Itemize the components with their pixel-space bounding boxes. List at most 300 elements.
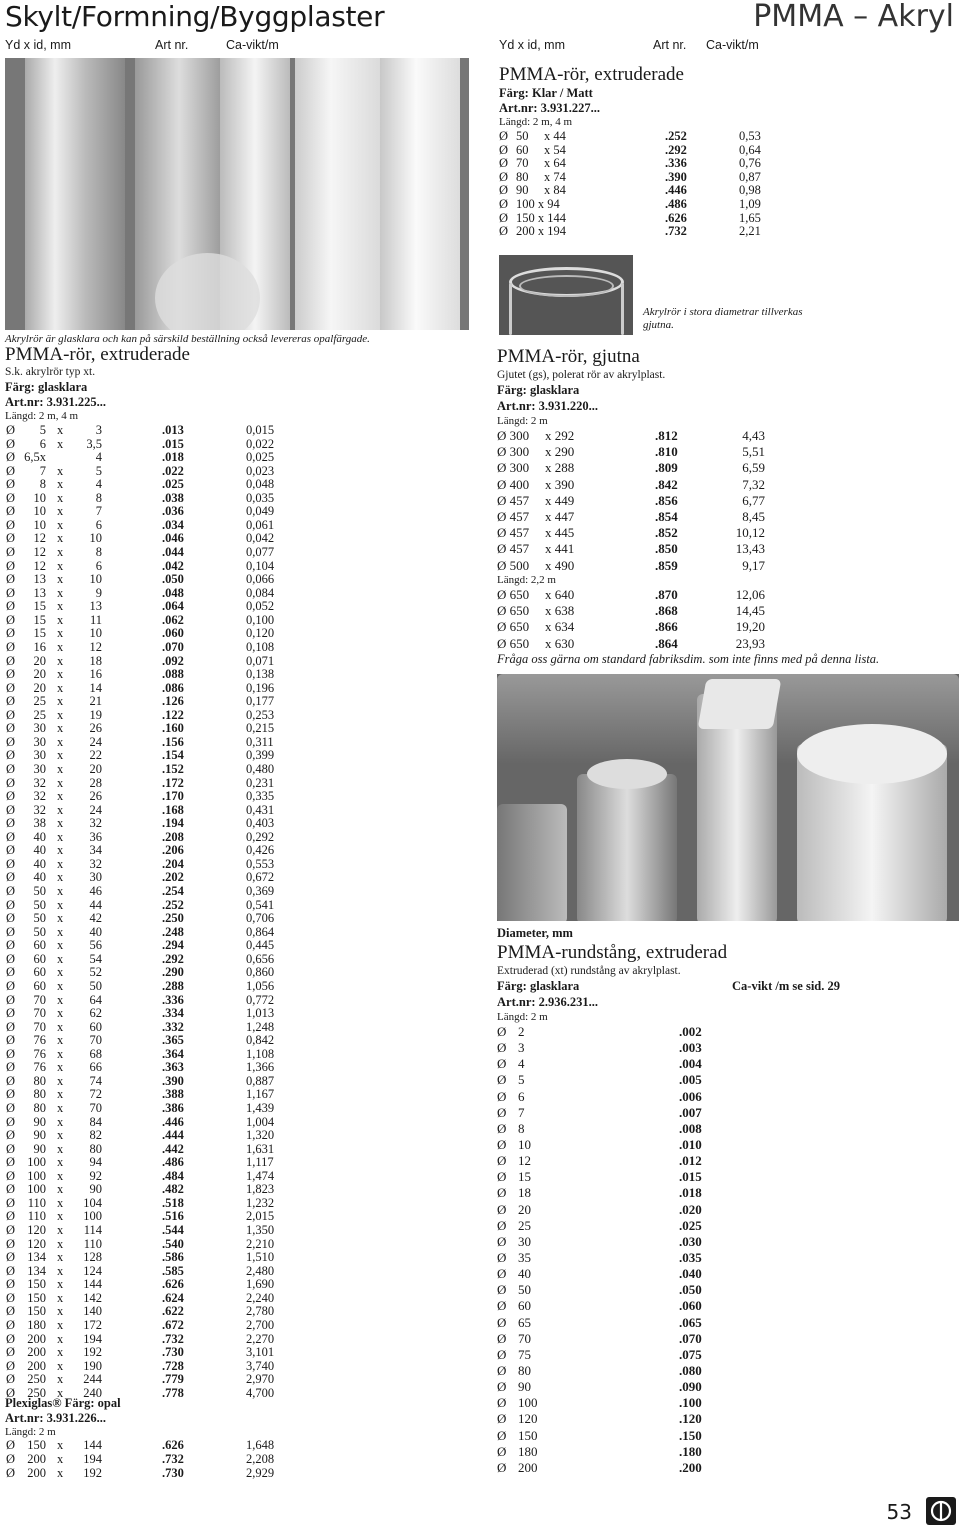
article-number: .022 xyxy=(162,463,184,478)
weight-per-meter: 2,21 xyxy=(739,224,761,239)
rod-diameter: 80 xyxy=(518,1362,531,1378)
outer-diameter: 76 xyxy=(33,1060,46,1075)
inner-diameter: 62 xyxy=(89,1006,102,1021)
article-number: .025 xyxy=(679,1217,702,1233)
weight-per-meter: 1,117 xyxy=(246,1155,274,1170)
article-number: .038 xyxy=(162,490,184,505)
diameter-symbol: Ø xyxy=(6,1466,16,1480)
article-number: .336 xyxy=(665,156,687,171)
outer-diameter: 76 xyxy=(33,1033,46,1048)
diameter-symbol: Ø xyxy=(6,1452,16,1466)
table-row xyxy=(6,1129,286,1143)
article-number: .626 xyxy=(162,1277,184,1292)
article-number: .126 xyxy=(162,694,184,709)
diameter-symbol: Ø xyxy=(6,450,16,465)
outer-diameter: 12 xyxy=(33,558,46,573)
diameter-symbol: Ø xyxy=(497,1088,507,1104)
table-row xyxy=(6,1278,286,1292)
times-sign: x xyxy=(57,545,64,560)
table-row xyxy=(497,1024,737,1040)
diameter-symbol: Ø xyxy=(499,156,509,171)
inner-diameter: 10 xyxy=(89,572,102,587)
section-title: PMMA – Akryl xyxy=(753,0,954,34)
outer-diameter: 12 xyxy=(33,545,46,560)
rods-photo xyxy=(497,674,959,921)
diameter-symbol: Ø xyxy=(6,517,16,532)
inner-diameter: 4 xyxy=(95,450,102,465)
rod-diameter: 20 xyxy=(518,1201,531,1217)
diameter-symbol: Ø xyxy=(6,653,16,668)
outer-diameter: 200 xyxy=(27,1331,46,1346)
article-number: .172 xyxy=(162,775,184,790)
article-number: .672 xyxy=(162,1317,184,1332)
weight-per-meter: 0,480 xyxy=(246,762,275,776)
diameter-symbol: Ø xyxy=(497,1249,507,1265)
rundstang-art: Art.nr: 2.936.231... xyxy=(497,995,599,1009)
article-number: .012 xyxy=(679,1153,702,1169)
diameter-symbol: Ø xyxy=(6,639,16,654)
table-row xyxy=(6,790,286,804)
outer-diameter: 150 xyxy=(27,1277,46,1292)
rundstang-color: Färg: glasklara xyxy=(497,979,580,993)
diameter-symbol: Ø xyxy=(6,612,16,627)
article-number: .364 xyxy=(162,1046,184,1061)
diameter-symbol: Ø xyxy=(497,1427,507,1443)
diameter-symbol: Ø xyxy=(6,490,16,505)
weight-per-meter: 0,023 xyxy=(246,463,275,478)
weight-per-meter: 0,231 xyxy=(246,775,275,790)
table-row xyxy=(6,899,286,913)
table-row xyxy=(6,1238,286,1252)
times-sign: x xyxy=(57,1006,64,1021)
inner-diameter: 64 xyxy=(89,992,102,1007)
article-number: .020 xyxy=(679,1201,702,1217)
outer-diameter: 180 xyxy=(27,1317,46,1332)
table-row xyxy=(497,1137,737,1153)
diameter-symbol: Ø xyxy=(6,531,16,546)
outer-diameter: 90 xyxy=(33,1114,46,1129)
outer-diameter: 32 xyxy=(33,775,46,790)
diameter-symbol: Ø xyxy=(6,775,16,790)
inner-diameter: 4 xyxy=(95,477,102,492)
inner-diameter: 190 xyxy=(83,1358,102,1373)
table-row xyxy=(497,460,777,476)
article-number: .070 xyxy=(679,1330,702,1346)
times-sign: x xyxy=(57,707,64,722)
inner-diameter: 144 xyxy=(83,1438,102,1452)
gjutna-art: Art.nr: 3.931.220... xyxy=(497,399,599,413)
rod-diameter: 18 xyxy=(518,1185,531,1201)
weight-per-meter: 0,196 xyxy=(246,680,275,695)
outer-diameter: 100 x 94 xyxy=(516,197,560,211)
article-number: .018 xyxy=(162,450,184,465)
outer-diameter: 80 xyxy=(516,169,529,184)
table-row xyxy=(6,682,286,696)
table-row xyxy=(6,722,286,736)
inner-diameter: 72 xyxy=(89,1087,102,1102)
article-number: .064 xyxy=(162,599,184,614)
inner-diameter: 18 xyxy=(89,653,102,668)
weight-per-meter: 1,248 xyxy=(246,1019,275,1034)
weight-per-meter: 0,553 xyxy=(246,856,275,871)
article-number: .100 xyxy=(679,1395,702,1411)
diameter-symbol: Ø xyxy=(497,1330,507,1346)
outer-diameter: 70 xyxy=(33,1006,46,1021)
article-number: .025 xyxy=(162,477,184,492)
col-head-dim: Yd x id, mm xyxy=(5,38,71,52)
inner-diameter: 30 xyxy=(89,870,102,885)
diameter-symbol: Ø xyxy=(6,626,16,641)
article-number: .870 xyxy=(655,587,678,602)
diameter-symbol: Ø xyxy=(497,1443,507,1459)
inner-diameter: 11 xyxy=(89,612,102,627)
inner-diameter: 10 xyxy=(89,531,102,546)
times-sign: x xyxy=(57,1060,64,1075)
article-number: .160 xyxy=(162,721,184,736)
weight-per-meter: 2,210 xyxy=(246,1236,275,1251)
weight-per-meter: 1,056 xyxy=(246,978,275,993)
outer-diameter: 120 xyxy=(27,1223,46,1238)
weight-per-meter: 0,052 xyxy=(246,599,275,614)
inner-diameter: 90 xyxy=(89,1182,102,1197)
outer-diameter: Ø 500 xyxy=(497,557,530,573)
times-sign: x xyxy=(57,490,64,505)
table-row xyxy=(6,451,286,465)
weight-per-meter: 1,823 xyxy=(246,1182,275,1197)
weight-per-meter: 0,138 xyxy=(246,667,275,682)
diameter-symbol: Ø xyxy=(6,721,16,736)
outer-diameter: 32 xyxy=(33,789,46,804)
article-number: .062 xyxy=(162,612,184,627)
table-row xyxy=(6,438,286,452)
article-number: .294 xyxy=(162,938,184,953)
weight-per-meter: 2,780 xyxy=(246,1304,275,1319)
times-sign: x xyxy=(57,463,64,478)
diameter-symbol: Ø xyxy=(6,802,16,817)
inner-diameter: 8 xyxy=(95,545,102,560)
article-number: .854 xyxy=(655,509,678,524)
article-number: .086 xyxy=(162,680,184,695)
article-number: .626 xyxy=(665,210,687,225)
times-sign: x xyxy=(57,436,64,451)
inner-diameter: 32 xyxy=(89,856,102,871)
rod-diameter: 7 xyxy=(518,1104,525,1120)
rod-diameter: 60 xyxy=(518,1298,531,1314)
gjutna-color: Färg: glasklara xyxy=(497,383,580,397)
times-sign: x xyxy=(57,1250,64,1265)
table-row xyxy=(6,546,286,560)
diameter-symbol: Ø xyxy=(6,1101,16,1115)
diameter-symbol: Ø xyxy=(6,1046,16,1061)
table-row xyxy=(497,1056,737,1072)
diameter-symbol: Ø xyxy=(6,951,16,966)
table-row xyxy=(497,1298,737,1314)
diameter-symbol: Ø xyxy=(6,789,16,804)
article-number: .168 xyxy=(162,802,184,817)
times-sign: x xyxy=(57,1195,64,1210)
times-sign: x xyxy=(57,978,64,993)
table-row xyxy=(6,1183,286,1197)
weight-per-meter: 2,480 xyxy=(246,1263,275,1278)
left-art: Art.nr: 3.931.225... xyxy=(5,395,107,409)
weight-per-meter: 2,929 xyxy=(246,1466,275,1480)
times-sign: x xyxy=(57,1114,64,1129)
inner-diameter: 36 xyxy=(89,829,102,844)
table-row xyxy=(6,1088,286,1102)
outer-diameter: 120 xyxy=(27,1236,46,1251)
rod-diameter: 200 xyxy=(518,1459,538,1475)
inner-diameter: 54 xyxy=(89,951,102,966)
weight-per-meter: 0,077 xyxy=(246,545,275,560)
outer-diameter: 50 xyxy=(516,129,529,143)
times-sign: x xyxy=(57,1046,64,1061)
outer-diameter: 150 xyxy=(27,1304,46,1319)
inner-diameter: x 490 xyxy=(545,557,575,573)
weight-per-meter: 0,403 xyxy=(246,816,275,831)
outer-diameter: Ø 300 xyxy=(497,460,530,476)
diameter-symbol: Ø xyxy=(6,1277,16,1292)
article-number: .442 xyxy=(162,1141,184,1156)
weight-per-meter: 0,431 xyxy=(246,802,275,817)
outer-diameter: Ø 457 xyxy=(497,492,530,508)
table-row xyxy=(497,1089,737,1105)
article-number: .044 xyxy=(162,545,184,560)
weight-per-meter: 1,167 xyxy=(246,1087,275,1102)
times-sign: x xyxy=(57,1155,64,1170)
outer-diameter: 50 xyxy=(33,897,46,912)
diameter-symbol: Ø xyxy=(6,1128,16,1143)
article-number: .004 xyxy=(679,1056,702,1072)
inner-diameter: 44 xyxy=(89,897,102,912)
inner-diameter: 114 xyxy=(83,1223,102,1238)
article-number: .809 xyxy=(655,460,678,476)
inner-diameter: 144 xyxy=(83,1277,102,1292)
diameter-symbol: Ø xyxy=(497,1040,507,1056)
weight-per-meter: 6,77 xyxy=(742,492,765,508)
weight-per-meter: 1,350 xyxy=(246,1223,275,1238)
diameter-symbol: Ø xyxy=(499,142,509,157)
article-number: .626 xyxy=(162,1438,184,1452)
times-sign: x xyxy=(57,585,64,600)
weight-per-meter: 0,541 xyxy=(246,897,275,912)
rundstang-length: Längd: 2 m xyxy=(497,1011,548,1023)
diameter-symbol: Ø xyxy=(499,224,509,239)
rod-diameter: 30 xyxy=(518,1233,531,1249)
table-row xyxy=(6,1467,286,1481)
diameter-symbol: Ø xyxy=(6,829,16,844)
rod-diameter: 65 xyxy=(518,1314,531,1330)
article-number: .150 xyxy=(679,1427,702,1443)
outer-diameter: 60 xyxy=(33,951,46,966)
outer-diameter: 30 xyxy=(33,762,46,776)
weight-per-meter: 2,240 xyxy=(246,1290,275,1305)
diameter-symbol: Ø xyxy=(6,1168,16,1183)
table-row xyxy=(499,144,769,158)
rod-diameter: 10 xyxy=(518,1136,531,1152)
inner-diameter: 192 xyxy=(83,1345,102,1360)
inner-diameter: 22 xyxy=(89,748,102,763)
outer-diameter: Ø 300 xyxy=(497,428,530,443)
outer-diameter: 250 xyxy=(27,1385,46,1400)
inner-diameter: 52 xyxy=(89,965,102,980)
diameter-symbol: Ø xyxy=(6,1019,16,1034)
weight-per-meter: 0,071 xyxy=(246,653,275,668)
weight-per-meter: 0,860 xyxy=(246,965,275,980)
article-number: .864 xyxy=(655,635,678,651)
diameter-symbol: Ø xyxy=(497,1379,507,1395)
table-row xyxy=(497,1444,737,1460)
table-row xyxy=(497,1121,737,1137)
article-number: .810 xyxy=(655,444,678,460)
diameter-symbol: Ø xyxy=(6,477,16,492)
diameter-symbol: Ø xyxy=(497,1056,507,1072)
diameter-symbol: Ø xyxy=(6,911,16,926)
weight-per-meter: 2,700 xyxy=(246,1317,275,1332)
weight-per-meter: 1,232 xyxy=(246,1195,275,1210)
table-row xyxy=(497,1202,737,1218)
table-row xyxy=(497,1331,737,1347)
weight-per-meter: 0,772 xyxy=(246,992,275,1007)
inner-diameter: 26 xyxy=(89,789,102,804)
col-head-weight: Ca-vikt/m xyxy=(226,38,279,52)
times-sign: x xyxy=(57,1345,64,1360)
table-row xyxy=(6,1265,286,1279)
times-sign: x xyxy=(57,1372,64,1387)
times-sign: x xyxy=(57,1438,64,1452)
inner-diameter: 13 xyxy=(89,599,102,614)
times-sign: x xyxy=(57,911,64,926)
times-sign: x xyxy=(57,1317,64,1332)
times-sign: x xyxy=(57,572,64,587)
left-length: Längd: 2 m, 4 m xyxy=(5,410,79,422)
diameter-symbol: Ø xyxy=(6,599,16,614)
outer-diameter: 15 xyxy=(33,599,46,614)
outer-diameter: 12 xyxy=(33,531,46,546)
article-number: .013 xyxy=(162,423,184,437)
inner-diameter: 50 xyxy=(89,978,102,993)
times-sign: x xyxy=(57,1277,64,1292)
col-head-art: Art nr. xyxy=(155,38,189,52)
article-number: .208 xyxy=(162,829,184,844)
diameter-symbol: Ø xyxy=(6,1304,16,1319)
weight-per-meter: 2,970 xyxy=(246,1372,275,1387)
times-sign: x xyxy=(57,870,64,885)
outer-diameter: 100 xyxy=(27,1155,46,1170)
weight-per-meter: 3,740 xyxy=(246,1358,275,1373)
article-number: .252 xyxy=(665,129,687,143)
article-number: .030 xyxy=(679,1233,702,1249)
outer-diameter: 50 xyxy=(33,884,46,899)
diameter-symbol: Ø xyxy=(497,1233,507,1249)
outer-diameter: 60 xyxy=(33,965,46,980)
diameter-symbol: Ø xyxy=(497,1024,507,1039)
weight-per-meter: 0,292 xyxy=(246,829,275,844)
article-number: .728 xyxy=(162,1358,184,1373)
inner-diameter: x 84 xyxy=(544,183,566,198)
table-row xyxy=(497,1411,737,1427)
inner-diameter: x 74 xyxy=(544,169,566,184)
table-row xyxy=(6,926,286,940)
inner-diameter: 240 xyxy=(83,1385,102,1400)
article-number: .065 xyxy=(679,1314,702,1330)
article-number: .516 xyxy=(162,1209,184,1224)
table-row xyxy=(6,1453,286,1467)
times-sign: x xyxy=(57,1182,64,1197)
inner-diameter: 82 xyxy=(89,1128,102,1143)
article-number: .070 xyxy=(162,639,184,654)
times-sign: x xyxy=(57,897,64,912)
weight-per-meter: 0,887 xyxy=(246,1073,275,1088)
outer-diameter: 60 xyxy=(33,938,46,953)
table-row xyxy=(497,541,777,557)
weight-per-meter: 0,120 xyxy=(246,626,275,641)
table-row xyxy=(6,1251,286,1265)
rod-diameter: 8 xyxy=(518,1120,525,1136)
inner-diameter: x 292 xyxy=(545,428,575,443)
diameter-symbol: Ø xyxy=(497,1411,507,1427)
table-row xyxy=(6,1333,286,1347)
article-number: .254 xyxy=(162,884,184,899)
article-number: .046 xyxy=(162,531,184,546)
outer-diameter: 40 xyxy=(33,870,46,885)
inner-diameter: 21 xyxy=(89,694,102,709)
times-sign: x xyxy=(57,531,64,546)
table-row xyxy=(497,525,777,541)
outer-diameter: 8 xyxy=(39,477,46,492)
diameter-symbol: Ø xyxy=(6,585,16,600)
diameter-symbol: Ø xyxy=(499,183,509,198)
weight-per-meter: 0,87 xyxy=(739,169,761,184)
outer-diameter: 134 xyxy=(27,1250,46,1265)
outer-diameter: 250 xyxy=(27,1372,46,1387)
inner-diameter: 74 xyxy=(89,1073,102,1088)
weight-per-meter: 1,108 xyxy=(246,1046,275,1061)
diameter-symbol: Ø xyxy=(6,762,16,776)
rod-diameter: 90 xyxy=(518,1379,531,1395)
weight-per-meter: 12,06 xyxy=(735,587,765,602)
outer-diameter: 5 xyxy=(39,423,46,437)
weight-per-meter: 0,399 xyxy=(246,748,275,763)
col-head-weight-right: Ca-vikt/m xyxy=(706,38,759,52)
outer-diameter: 7 xyxy=(39,463,46,478)
article-number: .008 xyxy=(679,1120,702,1136)
weight-per-meter: 0,042 xyxy=(246,531,275,546)
inner-diameter: 128 xyxy=(83,1250,102,1265)
table-row xyxy=(6,885,286,899)
diameter-symbol: Ø xyxy=(6,1438,16,1452)
article-number: .363 xyxy=(162,1060,184,1075)
outer-diameter: 16 xyxy=(33,639,46,654)
inner-diameter: 194 xyxy=(83,1331,102,1346)
article-number: .122 xyxy=(162,707,184,722)
diameter-symbol: Ø xyxy=(6,816,16,831)
diameter-symbol: Ø xyxy=(497,1072,507,1088)
weight-per-meter: 1,474 xyxy=(246,1168,275,1183)
outer-diameter: 10 xyxy=(33,490,46,505)
table-row xyxy=(497,1169,737,1185)
table-row xyxy=(6,668,286,682)
article-number: .180 xyxy=(679,1443,702,1459)
inner-diameter: 32 xyxy=(89,816,102,831)
diameter-symbol: Ø xyxy=(6,897,16,912)
diameter-symbol: Ø xyxy=(6,843,16,858)
inner-diameter: 12 xyxy=(89,639,102,654)
table-row xyxy=(6,817,286,831)
times-sign: x xyxy=(57,694,64,709)
diameter-symbol: Ø xyxy=(6,1290,16,1305)
table-row xyxy=(497,1266,737,1282)
article-number: .156 xyxy=(162,734,184,749)
